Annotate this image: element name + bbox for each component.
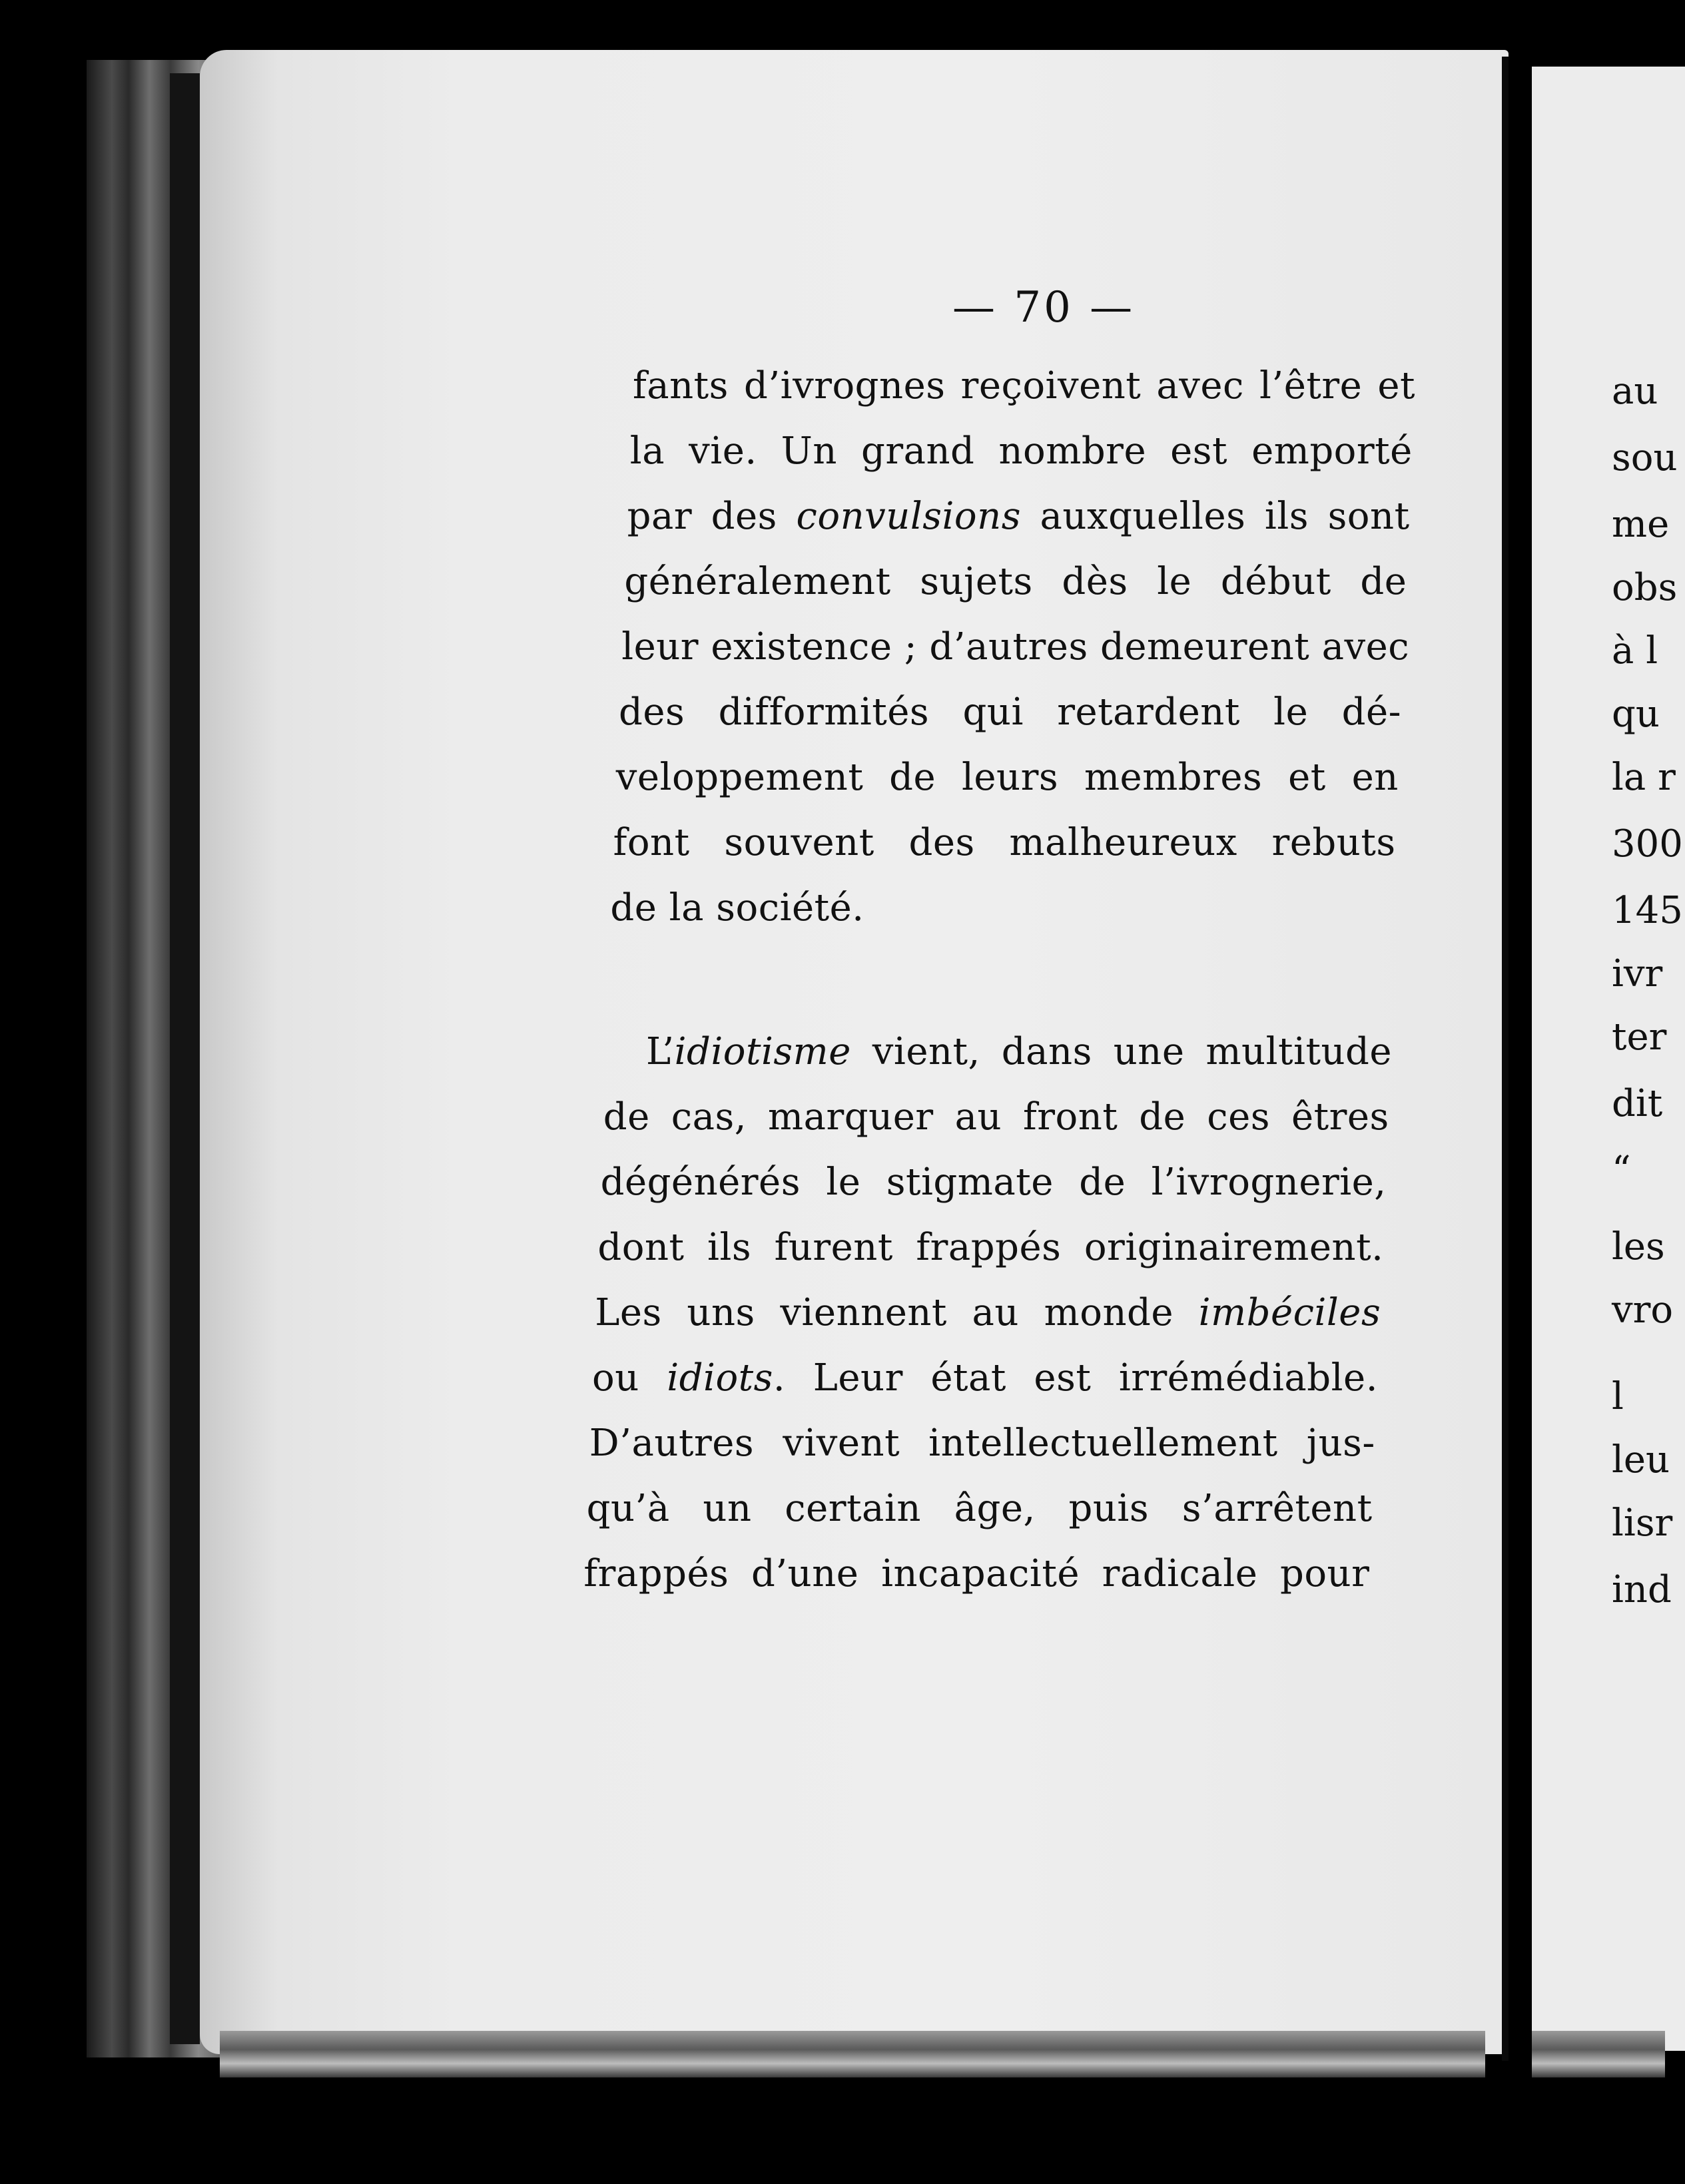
paragraph1-line-2: la vie. Un grand nombre est emporté bbox=[629, 429, 1413, 473]
paragraph1-line-8: font souvent des malheureux rebuts bbox=[613, 821, 1396, 864]
italic-term: idiots bbox=[667, 1356, 773, 1400]
paragraph2-line-1 bbox=[646, 1029, 1392, 1075]
paragraph2-line-9: frappés d’une incapacité radicale pour bbox=[583, 1552, 1370, 1595]
right-page bbox=[1532, 67, 1685, 2051]
paragraph1-line-3 bbox=[627, 493, 1410, 540]
paragraph2-line-8: qu’à un certain âge, puis s’arrêtent bbox=[586, 1487, 1373, 1530]
paragraph2-line-3: dégénérés le stigmate de l’ivrognerie, bbox=[600, 1161, 1387, 1204]
paragraph2-line-4: dont ils furent frappés originairement. bbox=[597, 1226, 1384, 1269]
paragraph2-line-2: de cas, marquer au front de ces êtres bbox=[603, 1095, 1389, 1139]
paragraph1-line-4: généralement sujets dès le début de bbox=[624, 560, 1407, 603]
right-page-fragment: la r bbox=[1612, 756, 1676, 799]
text-segment: Les uns viennent au monde bbox=[595, 1291, 1199, 1334]
right-page-fragment: obs bbox=[1612, 566, 1678, 609]
right-page-fragment: vro bbox=[1612, 1288, 1674, 1332]
right-page-fragment: ter bbox=[1612, 1015, 1667, 1059]
text-segment: L’ bbox=[646, 1030, 675, 1073]
right-page-fragment: “ bbox=[1612, 1149, 1631, 1192]
italic-term: idiotisme bbox=[674, 1030, 851, 1073]
text-segment: par des bbox=[627, 495, 797, 538]
right-page-fragment: qu bbox=[1612, 692, 1660, 736]
text-segment: vient, dans une multitude bbox=[850, 1030, 1392, 1073]
right-page-fragment: l bbox=[1612, 1375, 1624, 1418]
right-page-fragment: me bbox=[1612, 503, 1670, 546]
spine-shadow bbox=[170, 73, 200, 2044]
right-page-fragment: leu bbox=[1612, 1438, 1670, 1482]
paragraph2-line-6 bbox=[592, 1355, 1378, 1402]
right-page-fragment: 300 bbox=[1612, 822, 1683, 866]
right-page-fragment: sou bbox=[1612, 436, 1678, 479]
right-page-fragment: au bbox=[1612, 370, 1658, 413]
gutter bbox=[1502, 57, 1509, 2061]
paragraph1-line-9: de la société. bbox=[610, 886, 864, 930]
page-number: — 70 — bbox=[952, 283, 1136, 332]
paragraph1-line-5: leur existence ; d’autres demeurent avec bbox=[621, 625, 1410, 669]
paragraph1-line-6: des difformités qui retardent le dé- bbox=[619, 690, 1401, 734]
text-segment: . Leur état est irrémédiable. bbox=[773, 1356, 1378, 1400]
text-segment: ou bbox=[592, 1356, 667, 1400]
paragraph2-line-5 bbox=[595, 1290, 1381, 1336]
right-page-fragment: ind bbox=[1612, 1568, 1672, 1611]
right-page-bottom-edge bbox=[1532, 2031, 1665, 2077]
text-segment: auxquelles ils sont bbox=[1020, 495, 1410, 538]
right-page-fragment: ivr bbox=[1612, 952, 1663, 995]
right-page-fragment: 145 bbox=[1612, 889, 1683, 932]
paragraph1-line-1: fants d’ivrognes reçoivent avec l’être et bbox=[633, 364, 1415, 408]
right-page-fragment: les bbox=[1612, 1225, 1665, 1268]
right-page-fragment: lisr bbox=[1612, 1502, 1673, 1545]
paragraph2-line-7: D’autres vivent intellectuellement jus- bbox=[589, 1422, 1375, 1465]
page-bottom-edge bbox=[220, 2031, 1485, 2077]
italic-term: convulsions bbox=[796, 495, 1021, 538]
paragraph1-line-7: veloppement de leurs membres et en bbox=[615, 756, 1399, 799]
italic-term: imbéciles bbox=[1198, 1291, 1381, 1334]
right-page-fragment: dit bbox=[1612, 1082, 1663, 1125]
right-page-fragment: à l bbox=[1612, 629, 1658, 673]
